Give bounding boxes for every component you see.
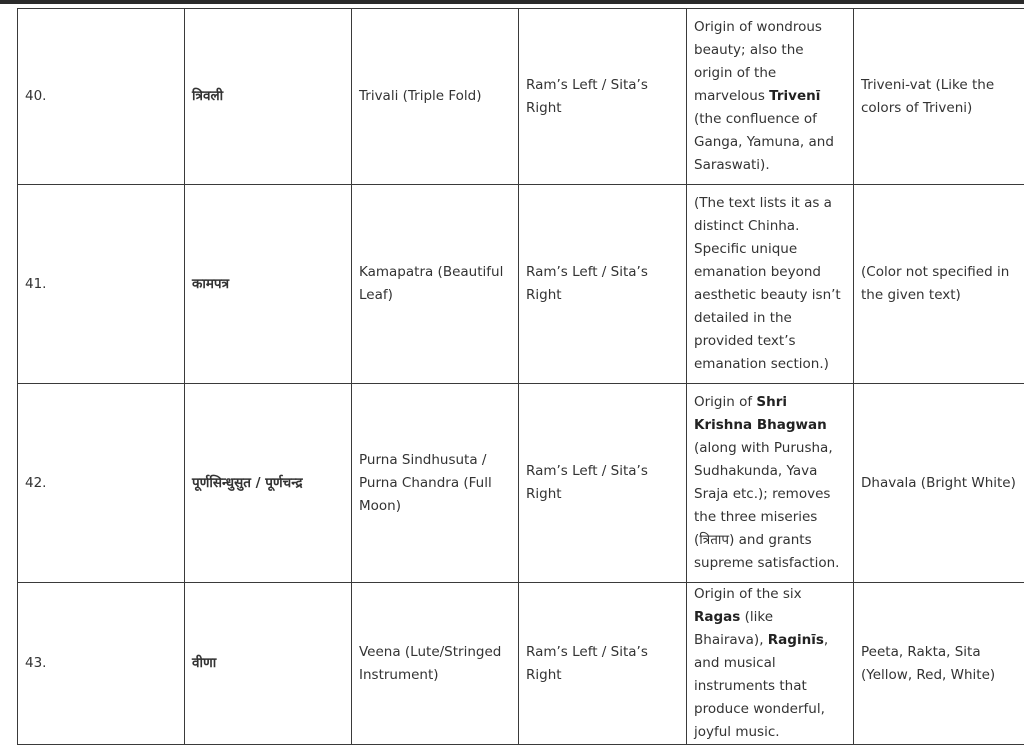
description-text: (along with Purusha, Sudhakunda, Yava Sraja etc.); removes the three miseries (त्रिताप) and grants supreme satisfaction. xyxy=(694,440,839,571)
color: Dhavala (Bright White) xyxy=(854,384,1024,583)
description-bold-text: Raginīs xyxy=(768,632,824,648)
position: Ram’s Left / Sita’s Right xyxy=(519,583,687,745)
position: Ram’s Left / Sita’s Right xyxy=(519,384,687,583)
description xyxy=(687,9,854,185)
description xyxy=(687,384,854,583)
description xyxy=(687,583,854,745)
row-number: 41. xyxy=(18,185,185,384)
description-bold-text: Ragas xyxy=(694,609,740,625)
color: (Color not specified in the given text) xyxy=(854,185,1024,384)
position: Ram’s Left / Sita’s Right xyxy=(519,9,687,185)
description-bold-text: Shri Krishna Bhagwan xyxy=(694,394,827,433)
color: Triveni-vat (Like the colors of Triveni) xyxy=(854,9,1024,185)
sanskrit-name: कामपत्र xyxy=(185,185,352,384)
row-number: 40. xyxy=(18,9,185,185)
translation: Kamapatra (Beautiful Leaf) xyxy=(352,185,519,384)
description-text: (the confluence of Ganga, Yamuna, and Saraswati). xyxy=(694,111,834,173)
translation: Trivali (Triple Fold) xyxy=(352,9,519,185)
description-text: Origin of xyxy=(694,394,756,410)
sanskrit-name: त्रिवली xyxy=(185,9,352,185)
table-top-border xyxy=(0,0,1024,4)
description-text: Origin of wondrous beauty; also the origin of the marvelous xyxy=(694,19,822,104)
description xyxy=(687,185,854,384)
row-number: 42. xyxy=(18,384,185,583)
description-bold-text: Trivenī xyxy=(769,88,820,104)
description-text: , and musical instruments that produce wonderful, joyful music. xyxy=(694,632,828,740)
table-row xyxy=(18,583,1024,745)
translation: Veena (Lute/Stringed Instrument) xyxy=(352,583,519,745)
row-number: 43. xyxy=(18,583,185,745)
color: Peeta, Rakta, Sita (Yellow, Red, White) xyxy=(854,583,1024,745)
description-text: (The text lists it as a distinct Chinha. Specific unique emanation beyond aesthetic beauty isn’t detailed in the provided text’s emanation section.) xyxy=(694,195,841,372)
chinha-table xyxy=(17,8,1024,745)
description-text: (like Bhairava), xyxy=(694,609,773,648)
position: Ram’s Left / Sita’s Right xyxy=(519,185,687,384)
table-row xyxy=(18,9,1024,185)
table-row xyxy=(18,384,1024,583)
sanskrit-name: वीणा xyxy=(185,583,352,745)
table-row xyxy=(18,185,1024,384)
translation: Purna Sindhusuta / Purna Chandra (Full Moon) xyxy=(352,384,519,583)
description-text: Origin of the six xyxy=(694,586,802,602)
sanskrit-name: पूर्णसिन्धुसुत / पूर्णचन्द्र xyxy=(185,384,352,583)
